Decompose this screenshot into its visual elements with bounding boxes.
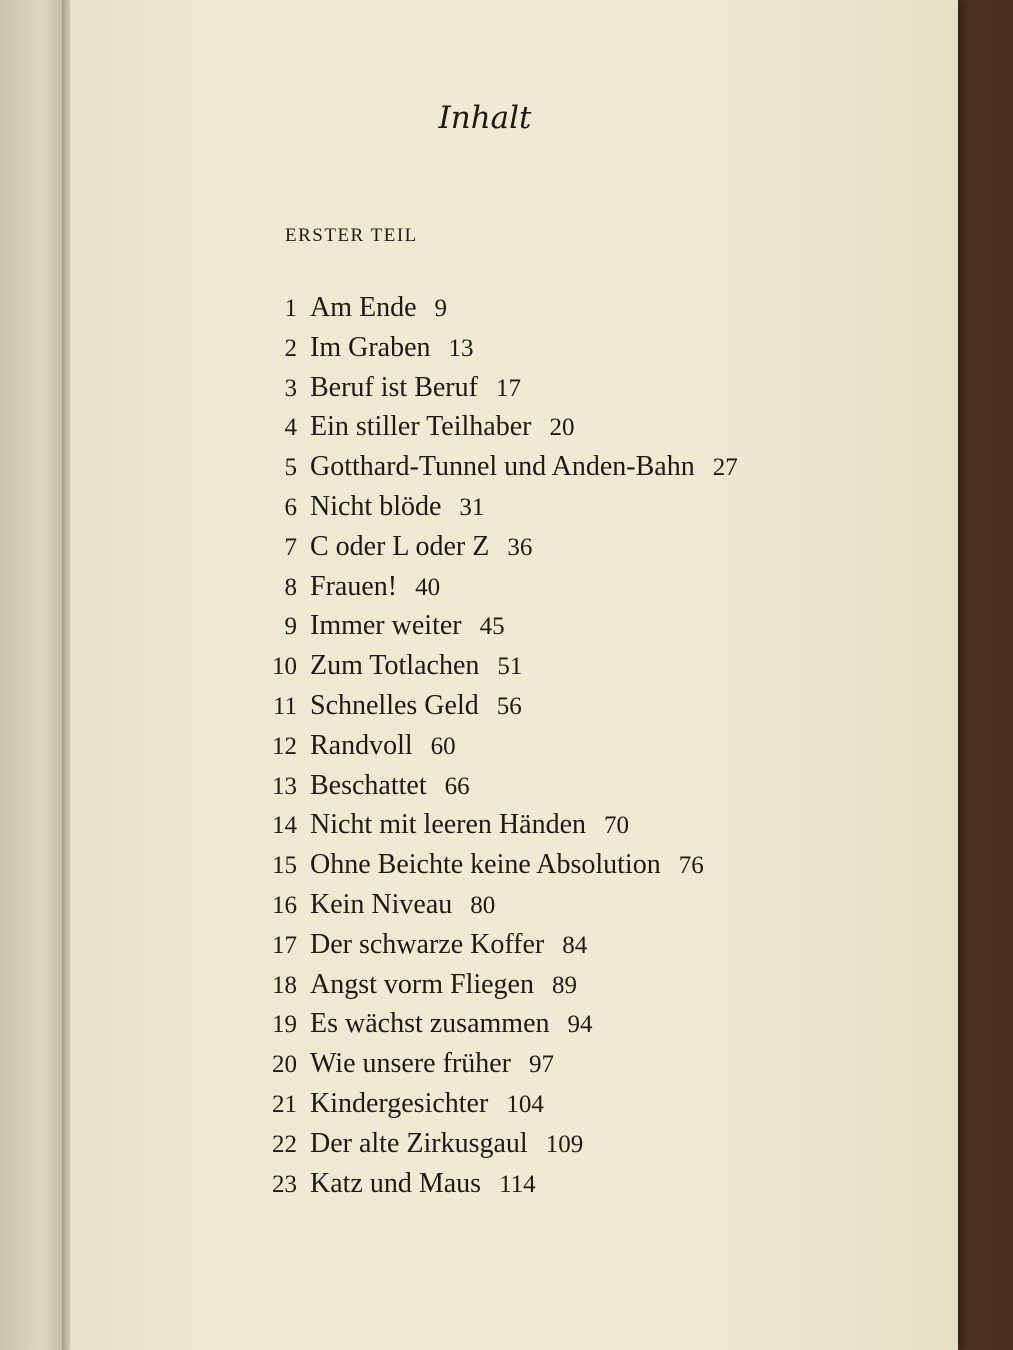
chapter-title: Kindergesichter [310,1087,489,1119]
toc-entry [260,531,738,571]
chapter-number: 22 [272,1130,297,1158]
toc-entry [260,969,738,1009]
chapter-number: 18 [272,971,297,999]
page-number: 51 [497,653,523,681]
page-number: 76 [678,852,704,880]
chapter-title: Es wächst zusammen [310,1008,550,1040]
toc-entry [260,690,738,730]
chapter-title: Am Ende [310,292,417,323]
toc-entry [260,1168,738,1208]
chapter-number: 4 [284,414,297,442]
toc-entry [260,451,738,491]
page-number: 104 [506,1090,544,1118]
chapter-number: 5 [284,454,297,482]
page-number: 27 [712,454,738,482]
chapter-title: Beschattet [310,769,427,801]
chapter-number: 12 [272,732,297,760]
chapter-title: Ohne Beichte keine Absolution [310,849,661,881]
chapter-number: 16 [272,891,297,919]
toc-entry [260,770,738,810]
toc-entry [260,929,738,969]
section-heading: ERSTER TEIL [285,225,418,246]
chapter-number: 19 [272,1011,297,1039]
toc-entry [260,1008,738,1048]
chapter-title: Katz und Maus [310,1167,482,1199]
chapter-number: 15 [272,852,297,880]
chapter-number: 9 [284,613,297,641]
chapter-title: Der schwarze Koffer [310,928,545,960]
toc-entry [260,650,738,690]
chapter-title: Kein Niveau [310,888,453,920]
toc-entry [260,1088,738,1128]
toc-entry [260,849,738,889]
chapter-number: 3 [284,374,297,402]
chapter-number: 6 [284,493,297,521]
chapter-title: Zum Totlachen [310,650,480,682]
page-number: 20 [549,414,575,442]
chapter-title: Beruf ist Beruf [310,371,478,403]
chapter-number: 21 [272,1090,297,1118]
toc-entry [260,491,738,531]
toc-entry [260,332,738,372]
toc-entry [260,1048,738,1088]
page-number: 97 [529,1051,554,1079]
page-number: 17 [495,374,521,402]
page-number: 31 [459,493,485,521]
chapter-title: Immer weiter [310,610,462,642]
chapter-number: 11 [272,692,297,720]
chapter-number: 10 [272,653,297,681]
chapter-number: 7 [284,533,297,561]
page-number: 66 [444,772,470,800]
chapter-title: Randvoll [310,729,413,761]
book-page [70,0,958,1350]
page-number: 80 [470,891,496,919]
chapter-title: Wie unsere früher [310,1048,511,1080]
page-number: 45 [479,613,505,641]
page-number: 114 [499,1170,536,1198]
chapter-number: 1 [284,295,297,322]
page-title: Inhalt [438,100,532,136]
toc-entry [260,292,738,332]
page-number: 109 [545,1130,584,1158]
page-number: 9 [434,295,448,322]
page-number: 89 [552,971,577,999]
page-number: 84 [562,931,588,959]
chapter-title: Schnelles Geld [310,689,479,721]
toc-entry [260,730,738,770]
chapter-title: Nicht blöde [310,490,442,522]
page-number: 36 [507,533,533,561]
chapter-title: Nicht mit leeren Händen [310,809,587,841]
toc-entry [260,1128,738,1168]
toc-entry [260,889,738,929]
page-number: 60 [430,732,456,760]
chapter-title: C oder L oder Z [310,530,490,562]
chapter-title: Frauen! [310,570,398,602]
chapter-title: Im Graben [310,331,431,363]
page-number: 94 [567,1011,593,1039]
chapter-number: 20 [272,1051,297,1079]
chapter-number: 23 [272,1170,297,1198]
chapter-title: Angst vorm Fliegen [310,968,534,1000]
page-number: 56 [496,692,522,720]
left-page [0,0,70,1350]
chapter-number: 13 [272,772,297,800]
page-number: 13 [448,334,474,362]
toc-entry [260,610,738,650]
toc-entry [260,372,738,412]
chapter-title: Der alte Zirkusgaul [310,1127,528,1159]
chapter-number: 8 [284,573,297,601]
table-of-contents [260,292,738,1207]
chapter-number: 2 [284,334,297,362]
chapter-title: Gotthard-Tunnel und Anden-Bahn [310,451,695,483]
toc-entry [260,411,738,451]
toc-entry [260,809,738,849]
page-number: 40 [415,573,441,601]
chapter-title: Ein stiller Teilhaber [310,411,532,443]
chapter-number: 14 [272,812,297,840]
toc-entry [260,571,738,611]
page-number: 70 [604,812,630,840]
chapter-number: 17 [272,931,297,959]
